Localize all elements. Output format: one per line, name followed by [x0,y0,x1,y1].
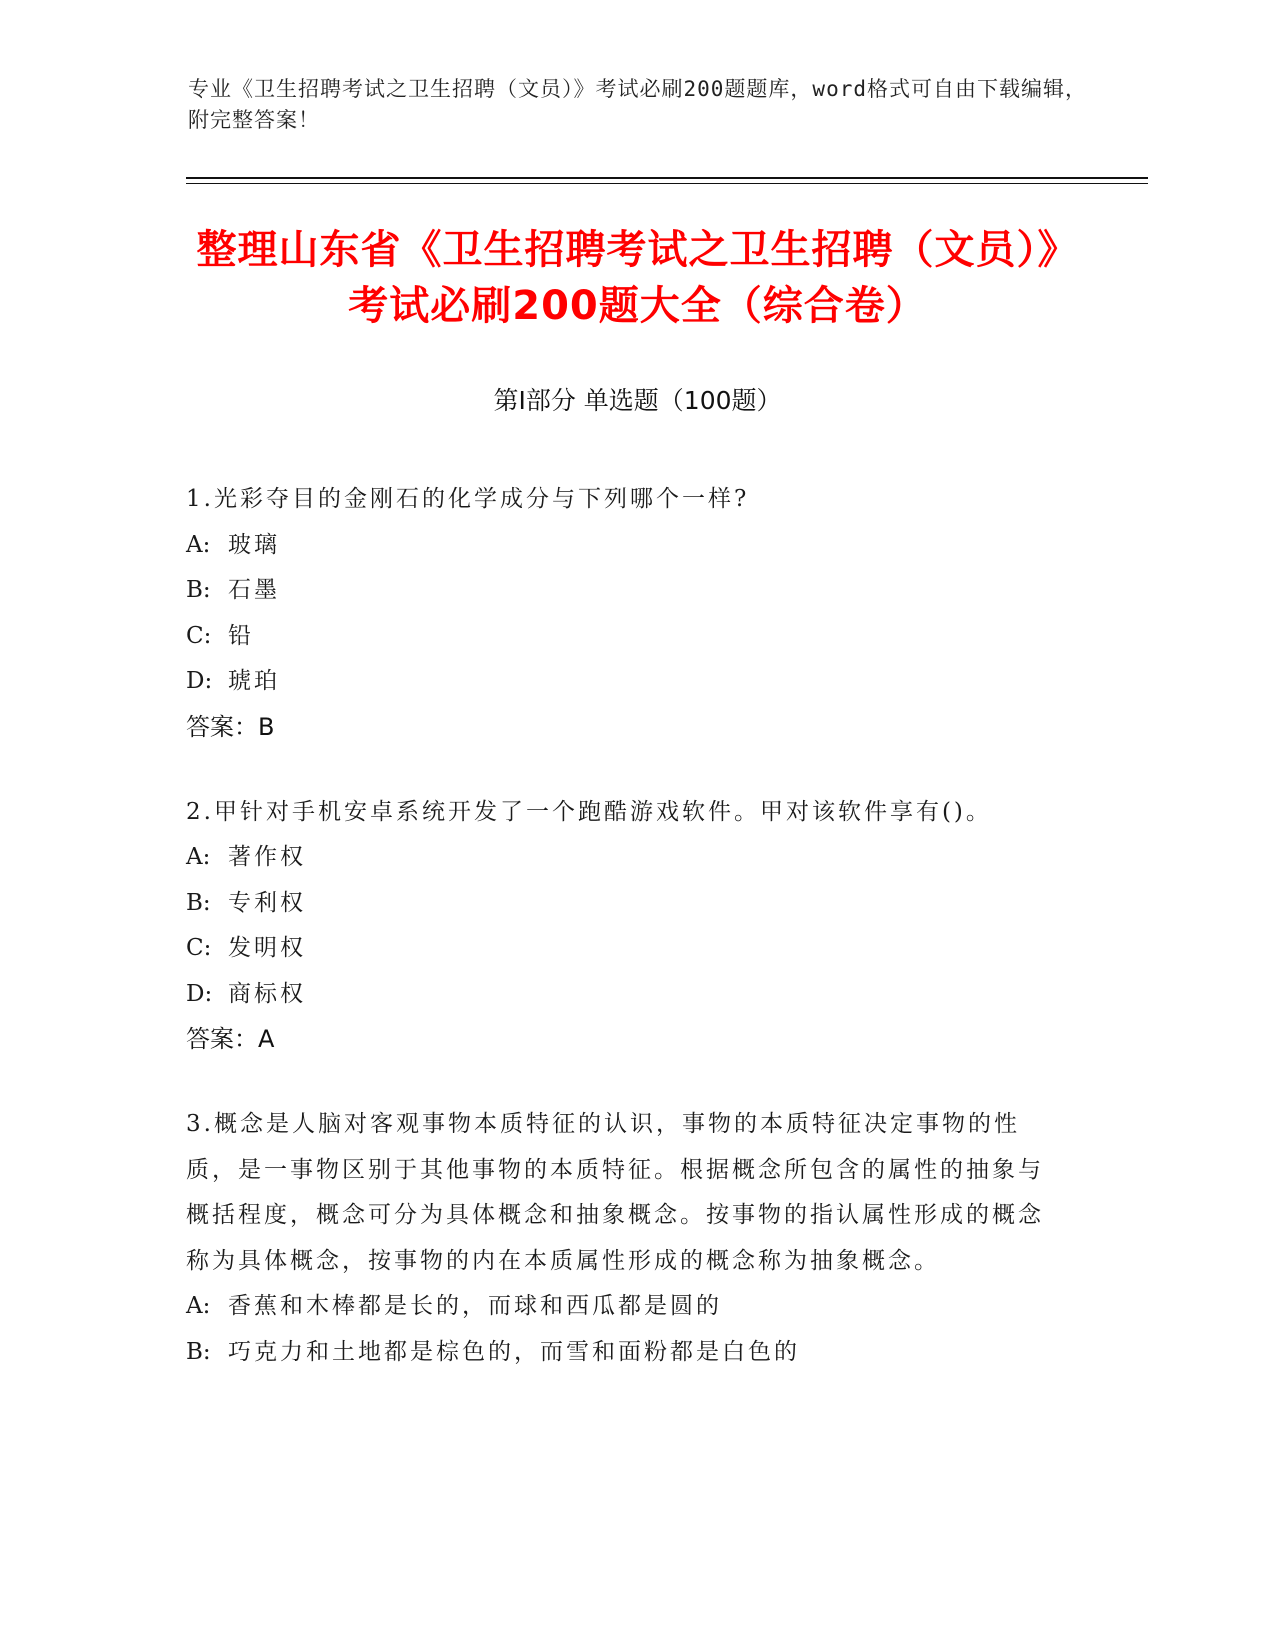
option-b [186,881,1056,927]
option-d [186,659,1056,705]
section-heading: 第I部分 单选题（100题） [493,386,782,415]
option-letter: A: [186,844,211,870]
option-letter: C: [186,935,212,961]
answer: 答案：B [186,712,275,741]
question-2 [186,790,1056,1063]
option-a [186,835,1056,881]
option-c [186,926,1056,972]
option-letter: B: [186,889,211,916]
question-stem: 2.甲针对手机安卓系统开发了一个跑酷游戏软件。甲对该软件享有()。 [186,798,992,825]
question-stem: 3.概念是人脑对客观事物本质特征的认识，事物的本质特征决定事物的性质，是一事物区别于其他事物的本质特征。根据概念所包含的属性的抽象与概括程度，概念可分为具体概念和抽象概念。按事物的指认属性形成的概念称为具体概念，按事物的内在本质属性形成的概念称为抽象概念。 [186,1111,1044,1274]
option-letter: C: [186,622,212,649]
option-text: 专利权 [228,889,306,916]
option-b [186,568,1056,614]
option-c [186,614,1056,660]
header-divider-thin [186,183,1148,184]
question-stem: 1.光彩夺目的金刚石的化学成分与下列哪个一样? [186,486,750,512]
question-1 [186,477,1056,750]
option-letter: B: [186,577,211,603]
option-text: 发明权 [228,935,306,961]
option-text: 巧克力和土地都是棕色的，而雪和面粉都是白色的 [228,1338,800,1365]
option-a [186,1284,1056,1330]
question-3 [186,1102,1056,1375]
option-text: 琥珀 [228,668,280,694]
option-letter: B: [186,1338,211,1365]
option-text: 著作权 [228,844,306,870]
document-title: 整理山东省《卫生招聘考试之卫生招聘（文员）》考试必刷200题大全（综合卷） [196,227,1079,329]
option-text: 商标权 [228,980,306,1007]
option-letter: A: [186,1293,211,1319]
option-text: 铅 [228,622,254,649]
option-text: 玻璃 [228,531,280,558]
option-letter: D: [186,980,213,1007]
option-d [186,972,1056,1018]
option-letter: D: [186,668,213,694]
header-note: 专业《卫生招聘考试之卫生招聘（文员）》考试必刷200题题库，word格式可自由下载编辑，附完整答案！ [188,77,1087,132]
option-b [186,1330,1056,1376]
option-a [186,523,1056,569]
option-text: 香蕉和木棒都是长的，而球和西瓜都是圆的 [228,1293,722,1319]
option-text: 石墨 [228,577,280,603]
answer: 答案：A [186,1025,275,1053]
header-divider-thick [186,177,1148,179]
question-list [186,477,1056,1415]
option-letter: A: [186,531,211,558]
